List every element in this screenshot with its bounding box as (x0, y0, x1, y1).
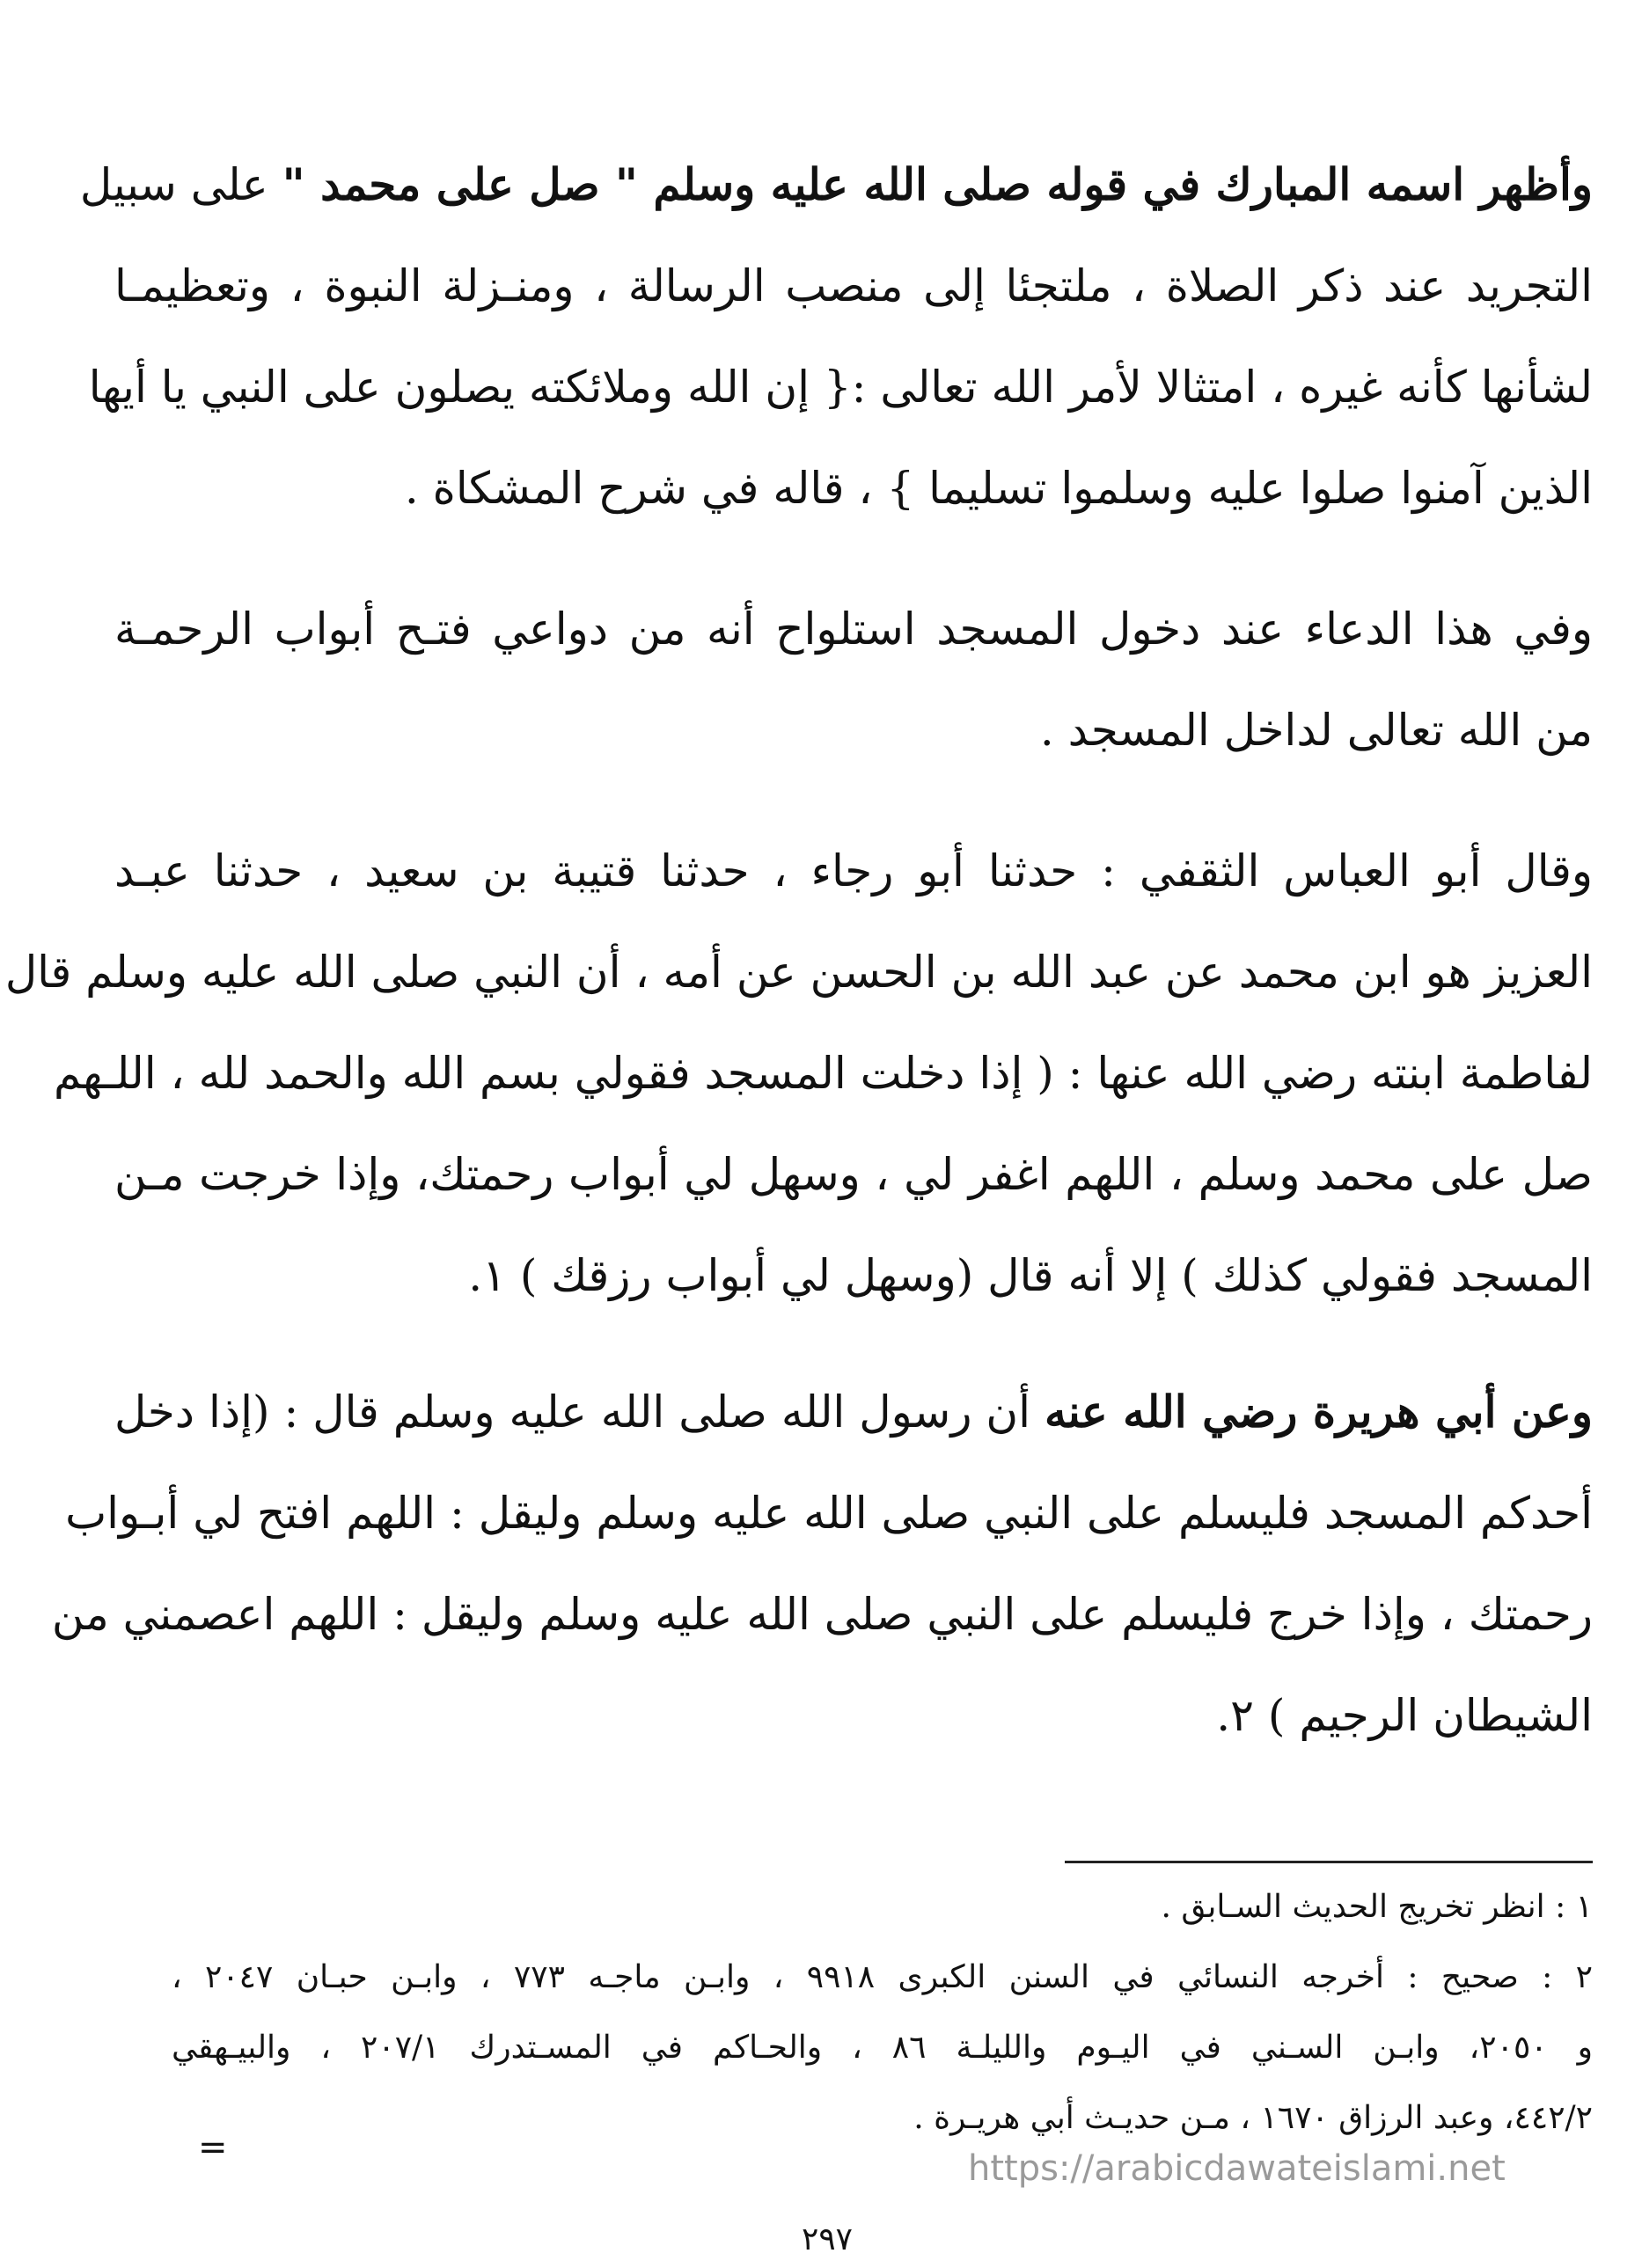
paragraph-3-line-1: وقال أبو العباس الثقفي : حدثنا أبو رجاء ، حدثنا قتيبة بن سعيد ، حدثنا عبـد (114, 845, 1593, 896)
paragraph-4-line-4: الشيطان الرجيم ) ٢. (1216, 1690, 1593, 1741)
paragraph-1-line-1 (79, 154, 1593, 216)
paragraph-4-line-1 (114, 1381, 1593, 1443)
footnote-1: ١ : انظر تخريج الحديث السـابق . (1161, 1889, 1593, 1925)
footnote-2-line-1: ٢ : صحيح : أخرجه النسائي في السنن الكبرى ٩٩١٨ ، وابـن ماجـه ٧٧٣ ، وابـن حبـان ٢٠٤٧ ، (172, 1959, 1594, 1995)
paragraph-4-line-1-rest: أن رسول الله صلى الله عليه وسلم قال : (إذا دخل (114, 1386, 1045, 1438)
paragraph-4-bold-phrase: وعن أبي هريرة رضي الله عنه (1044, 1386, 1593, 1438)
page-number: ٢٩٧ (801, 2221, 853, 2257)
paragraph-4-line-3: رحمتك ، وإذا خرج فليسلم على النبي صلى الله عليه وسلم وليقل : اللهم اعصمني من (51, 1589, 1593, 1640)
footnote-2-line-3: ٤٤٢/٢، وعبد الرزاق ١٦٧٠ ، مـن حديـث أبي هريـرة . (913, 2100, 1593, 2136)
paragraph-1-line-1-rest: على سبيل (79, 159, 282, 210)
footnote-separator (1065, 1861, 1593, 1863)
watermark-url: https://arabicdawateislami.net (968, 2148, 1506, 2189)
paragraph-4-line-2: أحدكم المسجد فليسلم على النبي صلى الله عليه وسلم وليقل : اللهم افتح لي أبـواب (65, 1488, 1593, 1539)
continuation-mark: = (198, 2127, 228, 2168)
footnote-2-line-2: و ٢٠٥٠، وابـن السـني في اليـوم والليلـة ٨٦ ، والحـاكم في المسـتدرك ٢٠٧/١ ، والبيـهقي (172, 2030, 1593, 2066)
paragraph-1-line-3: لشأنها كأنه غيره ، امتثالا لأمر الله تعالى :{ إن الله وملائكته يصلون على النبي يا أيها (88, 362, 1593, 413)
paragraph-1-line-4: الذين آمنوا صلوا عليه وسلموا تسليما } ، قاله في شرح المشكاة . (404, 463, 1593, 514)
paragraph-3-line-5: المسجد فقولي كذلك ) إلا أنه قال (وسهل لي أبواب رزقك ) ١. (468, 1250, 1593, 1301)
paragraph-1-line-2: التجريد عند ذكر الصلاة ، ملتجئا إلى منصب الرسالة ، ومنـزلة النبوة ، وتعظيمـا (114, 260, 1593, 311)
paragraph-2-line-1: وفي هذا الدعاء عند دخول المسجد استلواح أنه من دواعي فتـح أبواب الرحمـة (114, 604, 1593, 655)
paragraph-3-line-2: العزيز هو ابن محمد عن عبد الله بن الحسن عن أمه ، أن النبي صلى الله عليه وسلم قال (4, 947, 1593, 998)
paragraph-3-line-4: صل على محمد وسلم ، اللهم اغفر لي ، وسهل لي أبواب رحمتك، وإذا خرجت مـن (114, 1149, 1593, 1200)
paragraph-1-bold-phrase: وأظهر اسمه المبارك في قوله صلى الله عليه وسلم " صل على محمد " (282, 158, 1593, 210)
paragraph-2-line-2: من الله تعالى لداخل المسجد . (1039, 705, 1593, 756)
paragraph-3-line-3: لفاطمة ابنته رضي الله عنها : ( إذا دخلت المسجد فقولي بسم الله والحمد لله ، اللـهم (54, 1048, 1593, 1099)
